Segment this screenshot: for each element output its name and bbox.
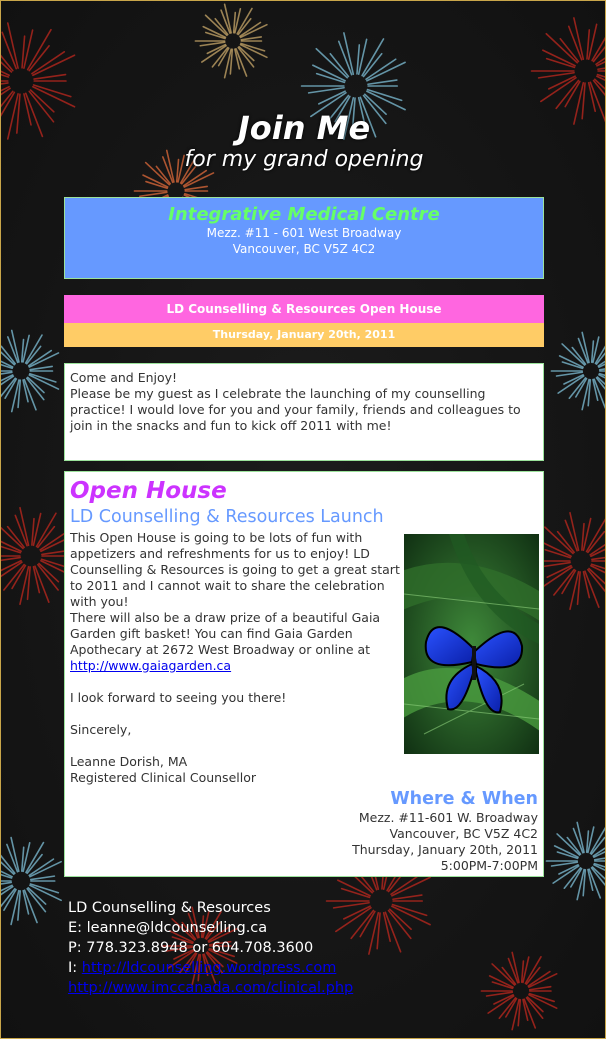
intro-box: [64, 363, 544, 461]
where-when-line1: Mezz. #11-601 W. Broadway: [358, 810, 538, 825]
main-content-box: [64, 471, 544, 877]
footer-blog: I: http://ldcounselling.wordpress.com: [68, 960, 337, 976]
event-date-bar: Thursday, January 20th, 2011: [64, 323, 544, 347]
body-paragraph-3: I look forward to seeing you there!: [70, 690, 287, 705]
signature-title: Registered Clinical Counsellor: [70, 770, 256, 785]
imc-link[interactable]: http://www.imccanada.com/clinical.php: [68, 980, 354, 996]
footer-phone: P: 778.323.8948 or 604.708.3600: [68, 940, 314, 956]
where-when-block: [352, 788, 538, 874]
event-title-bar: LD Counselling & Resources Open House: [64, 295, 544, 323]
body-text: [70, 530, 402, 786]
hero-subtitle: for my grand opening: [184, 147, 424, 172]
intro-line2: Please be my guest as I celebrate the launching of my counselling practice! I would love for you and your family, friends and colleagues to join in the snacks and fun to kick off 2011 with me!: [70, 386, 521, 433]
body-paragraph-1: This Open House is going to be lots of fun with appetizers and refreshments for us to enjoy! LD Counselling & Resources is going to get a great start to 2011 and I cannot wait to share the celebration with you!: [70, 530, 400, 609]
hero-title: Join Me: [237, 109, 371, 147]
footer-email: E: leanne@ldcounselling.ca: [68, 920, 268, 936]
intro-line1: Come and Enjoy!: [70, 370, 178, 385]
where-when-line4: 5:00PM-7:00PM: [440, 858, 538, 873]
venue-address-line2: Vancouver, BC V5Z 4C2: [232, 242, 376, 256]
launch-subheading: LD Counselling & Resources Launch: [70, 507, 384, 527]
signature-name: Leanne Dorish, MA: [70, 754, 188, 769]
venue-box: [64, 197, 544, 279]
footer-org: LD Counselling & Resources: [68, 900, 271, 916]
open-house-heading: Open House: [70, 478, 227, 504]
butterfly-image: [404, 534, 539, 754]
venue-name: Integrative Medical Centre: [168, 204, 440, 225]
venue-address-line1: Mezz. #11 - 601 West Broadway: [206, 226, 402, 240]
body-paragraph-2: There will also be a draw prize of a beautiful Gaia Garden gift basket! You can find Gaia Garden Apothecary at 2672 West Broadway or online at http://www.gaiagarden.ca: [70, 610, 381, 673]
where-when-line3: Thursday, January 20th, 2011: [352, 842, 538, 857]
where-when-heading: Where & When: [390, 789, 538, 809]
where-when-line2: Vancouver, BC V5Z 4C2: [389, 826, 538, 841]
blog-link[interactable]: http://ldcounselling.wordpress.com: [81, 960, 337, 976]
closing: Sincerely,: [70, 722, 132, 737]
footer: [68, 898, 353, 998]
gaia-garden-link[interactable]: http://www.gaiagarden.ca: [70, 658, 232, 673]
